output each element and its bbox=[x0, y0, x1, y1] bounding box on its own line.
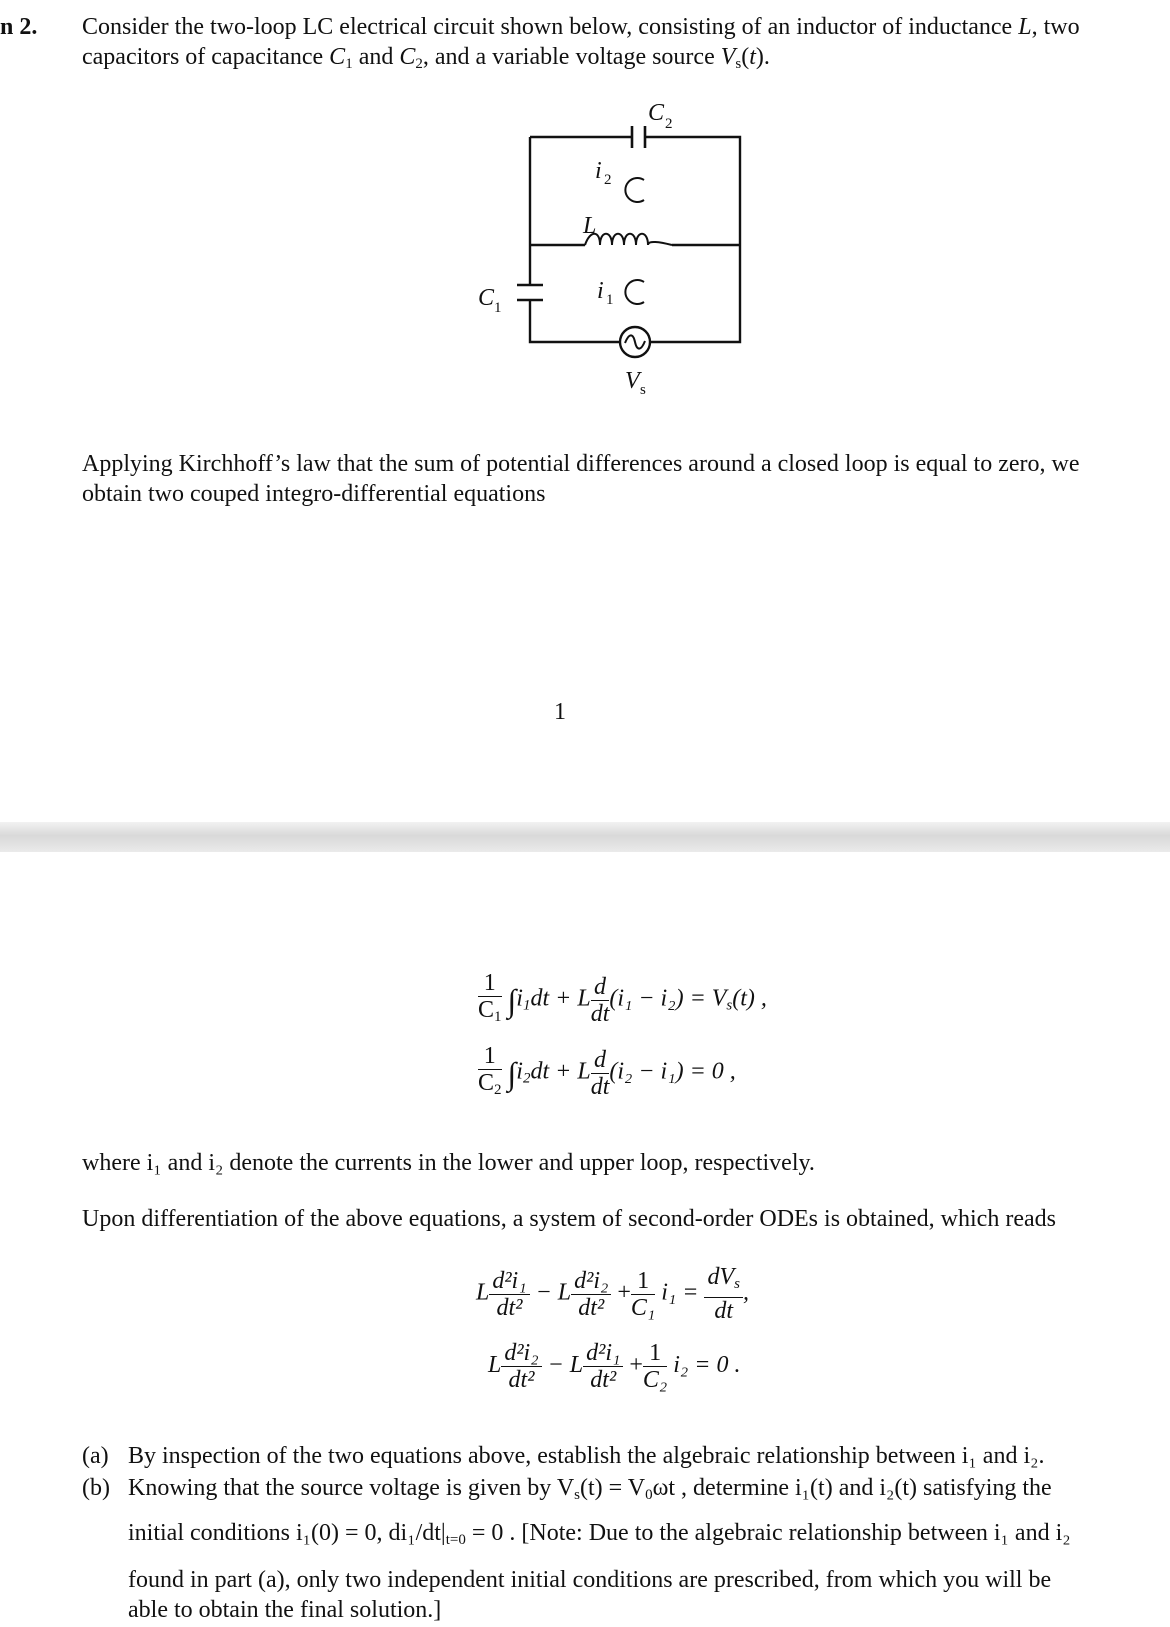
ode-equation-2: L $\frac{\text{d²i₂}}{\text{dt²}}$ − L $\frac{\text{d²i₁}}{\text{dt²}}$ + $\frac{1}{\text{C₂}}$ i₂ = 0 . bbox=[488, 1340, 741, 1393]
circuit-diagram bbox=[0, 90, 1170, 420]
svg-text:s: s bbox=[640, 382, 646, 398]
c1-capacitor bbox=[517, 285, 543, 300]
i1-current-arrow bbox=[625, 280, 644, 304]
i1-label: i bbox=[597, 278, 604, 304]
problem-number: n 2. bbox=[0, 14, 38, 40]
ode-equation-1: L $\frac{\text{d²i₁}}{\text{dt²}}$ − L $\frac{\text{d²i₂}}{\text{dt²}}$ + $\frac{1}{\text{C₁}}$ i₁ = $\frac{dV_s}{dt}$ , bbox=[476, 1264, 749, 1324]
integro-equation-1: $\frac{1}{C_1}$ $\int i_1dt + L$ $\frac{d}{dt}$ $(i_1 - i_2) = V_s(t)$ , bbox=[478, 970, 767, 1027]
question-b-label: (b) bbox=[82, 1475, 110, 1501]
kirchhoff-paragraph: Applying Kirchhoff’s law that the sum of potential differences around a closed loop is equal to zero, we obtain two couped integro-differential equations bbox=[82, 451, 1080, 507]
problem-intro: Consider the two-loop LC electrical circuit shown below, consisting of an inductor of inductance L, two capacitors of capacitance $C_1$ and $C_2$, and a variable voltage source $V_s(t)$. bbox=[82, 14, 1080, 72]
question-a-label: (a) bbox=[82, 1443, 109, 1469]
inductor-label: L bbox=[583, 213, 597, 239]
vs-label: V bbox=[625, 368, 640, 394]
svg-text:1: 1 bbox=[606, 292, 614, 308]
i2-current-arrow bbox=[625, 178, 644, 202]
c1-label: C bbox=[478, 285, 495, 311]
upper-loop-wire bbox=[530, 137, 740, 245]
upon-paragraph: Upon differentiation of the above equations, a system of second-order ODEs is obtained, which reads bbox=[82, 1206, 1056, 1232]
question-a-text: By inspection of the two equations above, establish the algebraic relationship between i₁ and i₂. bbox=[128, 1443, 1045, 1469]
svg-text:2: 2 bbox=[665, 116, 673, 132]
where-paragraph: where i₁ and i₂ denote the currents in the lower and upper loop, respectively. bbox=[82, 1150, 815, 1176]
voltage-source-wave bbox=[625, 335, 645, 348]
question-b-text: Knowing that the source voltage is given by $V_s(t) = V_0\omega t$ , determine i₁(t) and i₂(t) satisfying the initial conditions i₁(0) = 0, di₁/$dt|_{t=0} = 0$ . [Note: Due to the algebraic relationship between i₁ and i₂ found in part (a), only two independent initial conditions are prescribed, from which you will be able to obtain the final solution.] bbox=[128, 1475, 1071, 1623]
svg-text:1: 1 bbox=[494, 300, 502, 316]
page-number: 1 bbox=[554, 699, 566, 725]
i2-label: i bbox=[595, 158, 602, 184]
svg-text:2: 2 bbox=[604, 172, 612, 188]
c2-label: C bbox=[648, 100, 665, 126]
page-divider bbox=[0, 822, 1170, 852]
c2-capacitor bbox=[632, 126, 645, 148]
inductor-coil bbox=[585, 234, 672, 245]
integro-equation-2: $\frac{1}{C_2}$ $\int i_2dt + L$ $\frac{d}{dt}$ (i₂ − i₁) = 0 , bbox=[478, 1043, 736, 1100]
